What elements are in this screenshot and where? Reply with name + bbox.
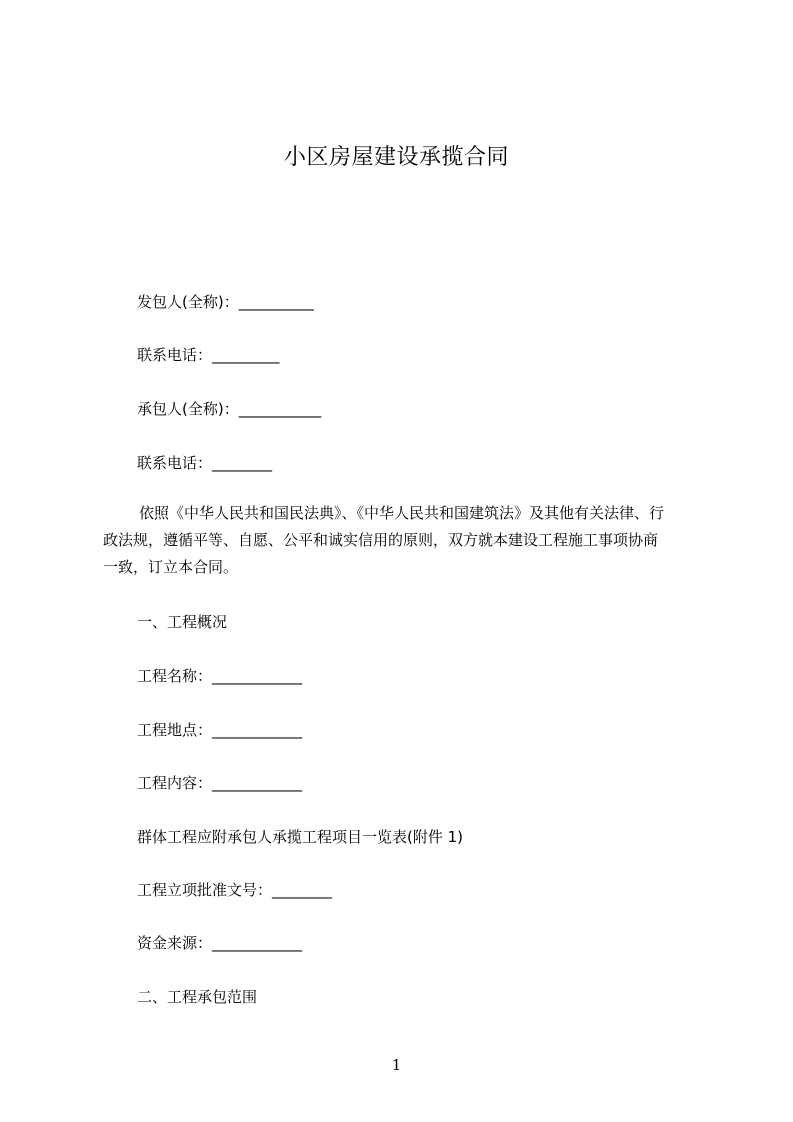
project-list-note: 群体工程应附承包人承揽工程项目一览表(附件 1) (137, 828, 464, 846)
page-number: 1 (391, 1056, 402, 1074)
section-heading-overview: 一、工程概况 (137, 613, 228, 631)
funding-source-field: 资金来源：____________ (137, 934, 303, 952)
approval-number-field: 工程立项批准文号：________ (137, 881, 333, 899)
contractor-phone-field: 联系电话：________ (137, 454, 273, 472)
contractor-name-field: 承包人(全称)：___________ (137, 400, 322, 418)
document-title: 小区房屋建设承揽合同 (283, 145, 509, 170)
intro-line-3: 一致，订立本合同。 (103, 558, 239, 576)
intro-line-1: 依照《中华人民共和国民法典》、《中华人民共和国建筑法》及其他有关法律、行 (139, 504, 665, 522)
project-location-field: 工程地点：____________ (137, 721, 303, 739)
intro-line-2: 政法规，遵循平等、自愿、公平和诚实信用的原则，双方就本建设工程施工事项协商 (103, 531, 659, 549)
project-name-field: 工程名称：____________ (137, 667, 303, 685)
intro-paragraph (103, 500, 713, 581)
employer-phone-field: 联系电话：_________ (137, 346, 280, 364)
section-heading-scope: 二、工程承包范围 (137, 988, 258, 1006)
project-content-field: 工程内容：____________ (137, 774, 303, 792)
employer-name-field: 发包人(全称)：__________ (137, 293, 314, 311)
